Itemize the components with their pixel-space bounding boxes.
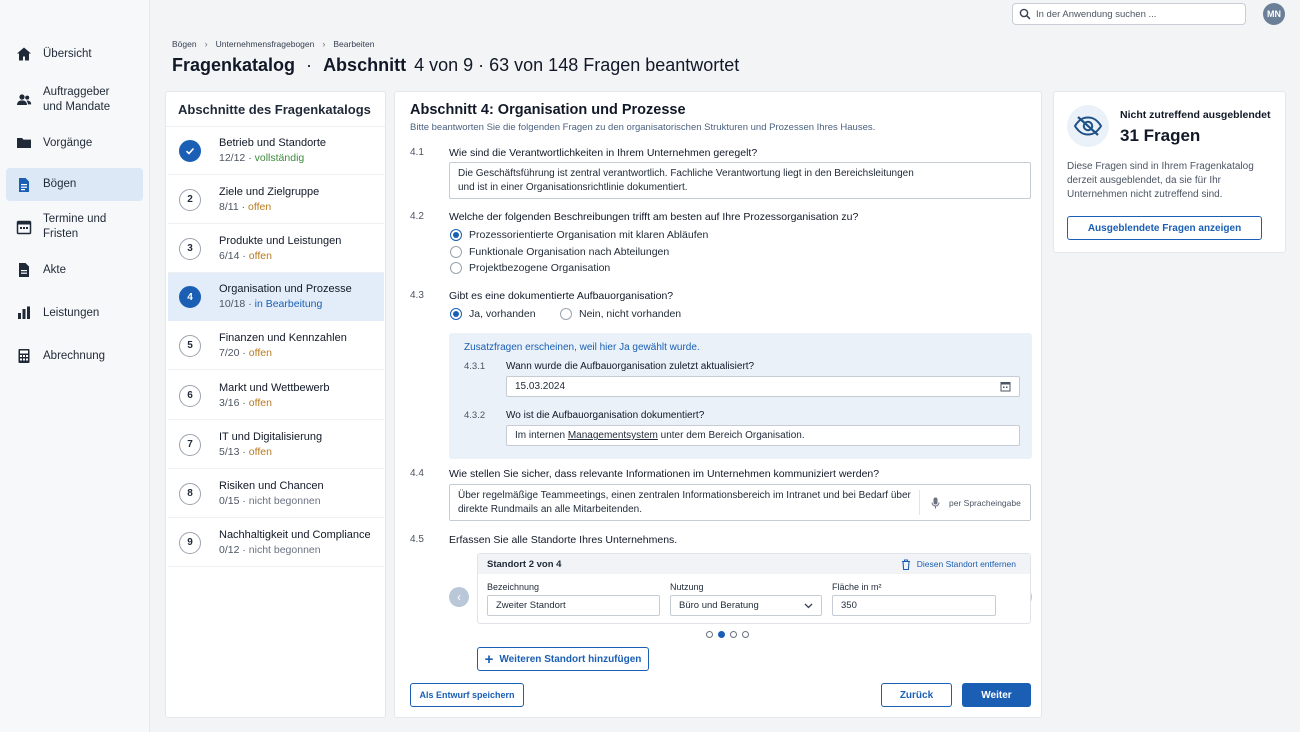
- pagination-dot[interactable]: [730, 631, 737, 638]
- checkmark-icon: [179, 140, 201, 162]
- section-status: offen: [248, 346, 272, 359]
- question-number: 4.3.1: [464, 361, 486, 372]
- section-item-6[interactable]: 6 Markt und Wettbewerb 3/16 · offen: [168, 372, 384, 420]
- avatar[interactable]: MN: [1263, 3, 1285, 25]
- nav-item-label: Bögen: [43, 178, 77, 190]
- radio-button[interactable]: [450, 262, 462, 274]
- field-text-link: Managementsystem: [567, 430, 658, 441]
- location-card: [477, 553, 1031, 624]
- radio-label: Ja, vorhanden: [469, 308, 536, 320]
- nav-item-abrechnung[interactable]: [6, 344, 143, 368]
- voice-input-button[interactable]: [931, 497, 1021, 509]
- radio-button[interactable]: [450, 229, 462, 241]
- radio-option-prozess[interactable]: [450, 229, 708, 241]
- questions-panel: [394, 91, 1042, 718]
- responsibility-textarea[interactable]: [449, 162, 1031, 199]
- voice-input-label: per Spracheingabe: [949, 498, 1021, 508]
- eye-off-icon: [1067, 105, 1109, 147]
- breadcrumb-item-current: Bearbeiten: [333, 39, 375, 49]
- question-number: 4.2: [410, 211, 424, 222]
- nav-item-label: Auftraggeber und Mandate: [43, 86, 111, 113]
- section-title: Markt und Wettbewerb: [219, 381, 330, 394]
- section-status: nicht begonnen: [248, 494, 321, 507]
- radio-option-ja[interactable]: [450, 308, 536, 320]
- radio-option-projekt[interactable]: [450, 262, 610, 274]
- section-title: Produkte und Leistungen: [219, 234, 342, 247]
- section-count: 8/11: [219, 200, 239, 213]
- section-count: 7/20: [219, 346, 240, 359]
- question-label: Welche der folgenden Beschreibungen trifft am besten auf Ihre Prozessorganisation zu?: [449, 211, 859, 223]
- section-title: Nachhaltigkeit und Compliance: [219, 528, 371, 541]
- section-heading: Abschnitt 4: Organisation und Prozesse: [410, 102, 686, 118]
- section-status: in Bearbeitung: [254, 298, 323, 310]
- section-item-9[interactable]: 9 Nachhaltigkeit und Compliance 0/12 · nicht begonnen: [168, 519, 384, 567]
- section-title: Betrieb und Standorte: [219, 136, 327, 149]
- remove-location-label: Diesen Standort entfernen: [916, 559, 1016, 569]
- nav-item-uebersicht[interactable]: [6, 42, 143, 66]
- calculator-icon: [16, 348, 32, 364]
- show-hidden-questions-button[interactable]: Ausgeblendete Fragen anzeigen: [1067, 216, 1262, 240]
- page-title: [172, 55, 739, 76]
- section-status: offen: [248, 445, 272, 458]
- save-draft-button[interactable]: Als Entwurf speichern: [410, 683, 524, 707]
- radio-label: Funktionale Organisation nach Abteilungen: [469, 246, 670, 258]
- radio-label: Projektbezogene Organisation: [469, 262, 611, 274]
- search-box: [1012, 3, 1246, 25]
- radio-button[interactable]: [560, 308, 572, 320]
- hidden-questions-panel: [1053, 91, 1286, 253]
- document-icon: [16, 177, 32, 193]
- breadcrumb-item-fragebogen[interactable]: Unternehmensfragebogen: [215, 39, 315, 49]
- chevron-down-icon: [804, 603, 813, 609]
- section-item-8[interactable]: 8 Risiken und Chancen 0/15 · nicht begonnen: [168, 470, 384, 518]
- page-title-answered: · 63 von 148 Fragen beantwortet: [478, 55, 740, 75]
- section-number: 3: [179, 238, 201, 260]
- bar-chart-icon: [16, 305, 32, 321]
- nav-item-label: Leistungen: [43, 306, 100, 319]
- next-button[interactable]: Weiter: [962, 683, 1031, 707]
- section-status: offen: [248, 249, 272, 262]
- section-item-1[interactable]: Betrieb und Standorte 12/12 · vollständig: [168, 127, 384, 175]
- communication-textarea[interactable]: [449, 484, 1031, 521]
- radio-option-nein[interactable]: [560, 308, 681, 320]
- question-label: Wo ist die Aufbauorganisation dokumentiert?: [506, 410, 705, 421]
- hidden-count: 31 Fragen: [1120, 126, 1201, 145]
- breadcrumb: [172, 39, 374, 49]
- file-icon: [16, 262, 32, 278]
- calendar-icon[interactable]: [1000, 381, 1011, 392]
- section-status: offen: [248, 200, 272, 213]
- radio-option-funktional[interactable]: [450, 246, 669, 258]
- nav-item-termine[interactable]: [6, 215, 143, 239]
- page-title-main: Fragenkatalog: [172, 55, 296, 75]
- home-icon: [16, 46, 32, 62]
- field-text-pre: Im internen: [515, 430, 568, 441]
- section-count: 10/18: [219, 298, 246, 310]
- section-count: 6/14: [219, 249, 240, 262]
- nav-item-label: Termine und Fristen: [43, 213, 107, 240]
- section-status: nicht begonnen: [248, 543, 321, 556]
- back-button[interactable]: Zurück: [881, 683, 952, 707]
- section-title: Organisation und Prozesse: [219, 283, 352, 295]
- follow-up-questions: [449, 333, 1032, 459]
- section-count: 0/15: [219, 494, 240, 507]
- plus-icon: +: [484, 650, 494, 668]
- section-count: 12/12: [219, 151, 246, 164]
- usage-value: Büro und Beratung: [679, 600, 759, 611]
- question-number: 4.3.2: [464, 410, 486, 421]
- nav-item-label: Vorgänge: [43, 136, 93, 149]
- nav-item-boegen[interactable]: [6, 168, 143, 201]
- nav-item-label: Übersicht: [43, 47, 92, 60]
- section-status: offen: [248, 396, 272, 409]
- nav-item-vorgaenge[interactable]: [6, 131, 143, 155]
- search-icon: [1019, 8, 1031, 20]
- area-input[interactable]: 350: [832, 595, 996, 616]
- section-title: Ziele und Zielgruppe: [219, 185, 320, 198]
- users-icon: [16, 92, 32, 108]
- calendar-icon: [16, 219, 32, 235]
- location-name-input[interactable]: Zweiter Standort: [487, 595, 660, 616]
- chevron-left-icon: ‹: [457, 590, 461, 604]
- breadcrumb-item-boegen[interactable]: Bögen: [172, 39, 197, 49]
- section-status: vollständig: [254, 151, 305, 164]
- pagination-dot[interactable]: [706, 631, 713, 638]
- section-title: Risiken und Chancen: [219, 479, 324, 492]
- section-number: 4: [179, 286, 201, 308]
- nav-item-auftraggeber[interactable]: [6, 84, 143, 116]
- sidebar: [0, 0, 150, 732]
- hidden-description: Diese Fragen sind in Ihrem Fragenkatalog derzeit ausgeblendet, da sie für Ihr Unternehmen nicht zutreffend sind.: [1067, 161, 1254, 200]
- answer-line: Die Geschäftsführung ist zentral verantwortlich. Fachliche Verantwortung liegt in den Bereichsleitungen: [458, 168, 914, 179]
- title-separator: ·: [306, 55, 313, 75]
- section-number: 9: [179, 532, 201, 554]
- radio-button[interactable]: [450, 246, 462, 258]
- answer-line: Über regelmäßige Teammeetings, einen zentralen Informationsbereich im Intranet und bei Bedarf über: [458, 490, 911, 501]
- folder-icon: [16, 135, 32, 151]
- hidden-title: Nicht zutreffend ausgeblendet: [1120, 109, 1271, 121]
- section-item-7[interactable]: 7 IT und Digitalisierung 5/13 · offen: [168, 421, 384, 469]
- question-label: Wie stellen Sie sicher, dass relevante Informationen im Unternehmen kommuniziert werden?: [449, 468, 880, 480]
- nav-item-label: Abrechnung: [43, 349, 106, 362]
- search-input[interactable]: [1036, 9, 1236, 20]
- follow-up-note: Zusatzfragen erscheinen, weil hier Ja gewählt wurde.: [464, 342, 700, 353]
- carousel-prev-button[interactable]: [449, 587, 469, 607]
- add-location-label: Weiteren Standort hinzufügen: [499, 653, 642, 665]
- question-number: 4.1: [410, 147, 424, 158]
- question-number: 4.5: [410, 534, 424, 545]
- field-label: Bezeichnung: [487, 582, 540, 592]
- trash-icon: [901, 559, 911, 570]
- page-title-section-progress: 4 von 9: [414, 55, 474, 75]
- radio-label: Prozessorientierte Organisation mit klaren Abläufen: [469, 229, 709, 241]
- section-item-3[interactable]: 3 Produkte und Leistungen 6/14 · offen: [168, 225, 384, 273]
- sections-header: Abschnitte des Fragenkatalogs: [166, 92, 385, 127]
- question-label: Wie sind die Verantwortlichkeiten in Ihrem Unternehmen geregelt?: [449, 147, 758, 159]
- question-label: Wann wurde die Aufbauorganisation zuletzt aktualisiert?: [506, 361, 755, 372]
- field-text-post: unter dem Bereich Organisation.: [657, 430, 805, 441]
- section-item-4[interactable]: 4 Organisation und Prozesse 10/18 · in Bearbeitung: [168, 273, 384, 321]
- question-label: Erfassen Sie alle Standorte Ihres Unternehmens.: [449, 534, 678, 546]
- usage-select[interactable]: [670, 595, 822, 616]
- date-value: 15.03.2024: [515, 381, 566, 392]
- section-number: 6: [179, 385, 201, 407]
- pagination-dot-active[interactable]: [718, 631, 725, 638]
- page-title-section-label: Abschnitt: [323, 55, 407, 75]
- radio-button[interactable]: [450, 308, 462, 320]
- answer-line: direkte Rundmails an alle Mitarbeitenden.: [458, 504, 642, 515]
- chevron-right-icon: ›: [204, 39, 208, 49]
- section-item-2[interactable]: 2 Ziele und Zielgruppe 8/11 · offen: [168, 176, 384, 224]
- field-label: Fläche in m²: [832, 582, 882, 592]
- location-card-title: Standort 2 von 4: [487, 558, 562, 570]
- section-number: 5: [179, 335, 201, 357]
- sections-panel: [165, 91, 386, 718]
- nav-item-leistungen[interactable]: [6, 301, 143, 325]
- section-item-5[interactable]: 5 Finanzen und Kennzahlen 7/20 · offen: [168, 322, 384, 370]
- nav-item-akte[interactable]: [6, 258, 143, 282]
- pagination-dot[interactable]: [742, 631, 749, 638]
- documentation-location-field[interactable]: [506, 425, 1020, 446]
- add-location-button[interactable]: [477, 647, 649, 671]
- section-count: 0/12: [219, 543, 240, 556]
- question-number: 4.3: [410, 290, 424, 301]
- date-field[interactable]: [506, 376, 1020, 397]
- section-title: IT und Digitalisierung: [219, 430, 323, 443]
- carousel-pagination: [706, 631, 749, 638]
- section-number: 2: [179, 189, 201, 211]
- question-label: Gibt es eine dokumentierte Aufbauorganisation?: [449, 290, 674, 302]
- answer-line: und ist in einer Organisationsrichtlinie dokumentiert.: [458, 182, 688, 193]
- section-count: 5/13: [219, 445, 240, 458]
- section-number: 8: [179, 483, 201, 505]
- section-number: 7: [179, 434, 201, 456]
- section-title: Finanzen und Kennzahlen: [219, 331, 347, 344]
- field-label: Nutzung: [670, 582, 704, 592]
- chevron-right-icon: ›: [322, 39, 326, 49]
- remove-location-button[interactable]: [901, 559, 1016, 570]
- microphone-icon: [931, 497, 940, 509]
- radio-label: Nein, nicht vorhanden: [579, 308, 682, 320]
- question-number: 4.4: [410, 468, 424, 479]
- section-description: Bitte beantworten Sie die folgenden Fragen zu den organisatorischen Strukturen und Prozessen Ihres Hauses.: [410, 122, 876, 133]
- section-count: 3/16: [219, 396, 240, 409]
- nav-item-label: Akte: [43, 263, 67, 276]
